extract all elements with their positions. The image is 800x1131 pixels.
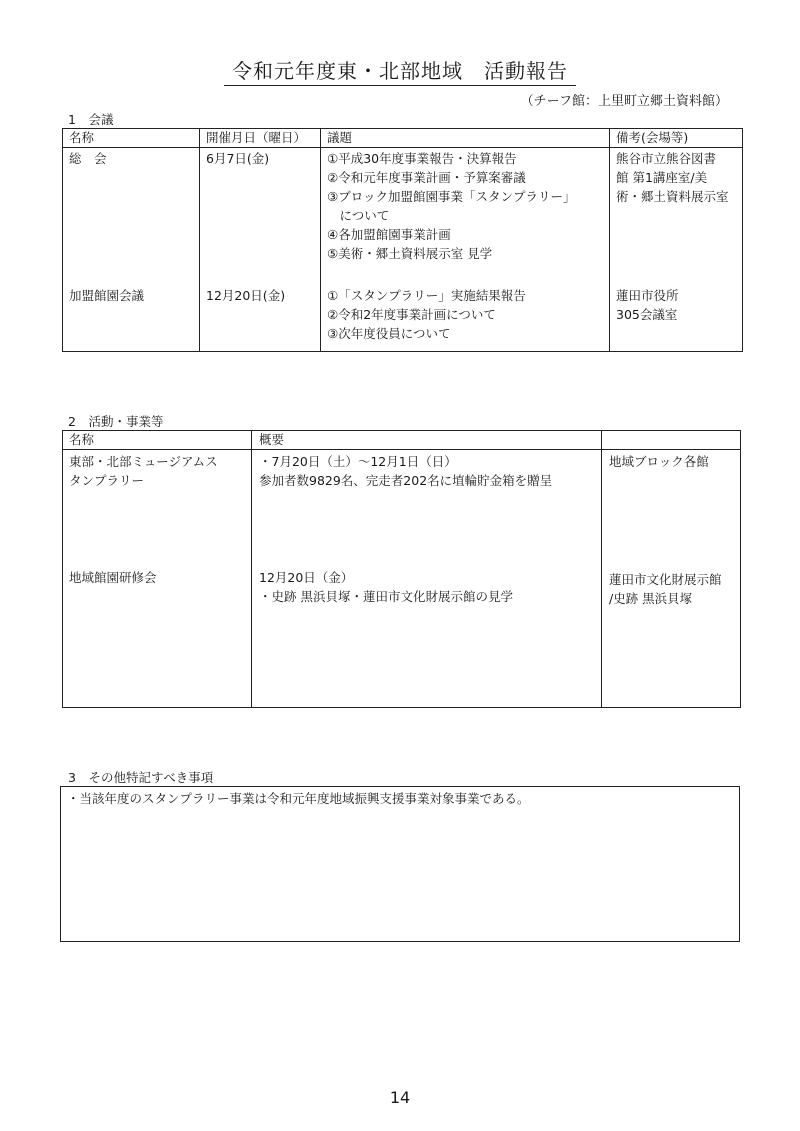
page-title bbox=[0, 55, 800, 84]
meeting-table bbox=[62, 128, 743, 352]
page-number: 14 bbox=[389, 1088, 411, 1107]
meeting-remarks: 305会議室 bbox=[616, 307, 678, 322]
activity-name: 東部・北部ミュージアムス bbox=[69, 454, 218, 469]
section3-heading: 3 その他特記すべき事項 bbox=[68, 770, 214, 785]
notes-text: ・当該年度のスタンプラリー事業は令和元年度地域振興支援事業対象事業である。 bbox=[67, 791, 530, 806]
agenda-item: ③次年度役員について bbox=[327, 326, 451, 341]
meeting-remarks: 館 第1講座室/美 bbox=[616, 170, 708, 185]
agenda-item: ④各加盟館園事業計画 bbox=[327, 227, 451, 242]
col-header-summary: 概要 bbox=[259, 432, 285, 447]
meeting-table-col-divider bbox=[320, 129, 321, 351]
notes-box bbox=[60, 786, 740, 942]
meeting-name: 総 会 bbox=[69, 151, 107, 166]
activity-table-header-divider bbox=[63, 449, 740, 450]
col-header-date: 開催月日（曜日） bbox=[206, 130, 307, 145]
meeting-table-col-divider bbox=[609, 129, 610, 351]
activity-table-col-divider bbox=[601, 431, 602, 707]
activity-summary: 参加者数9829名、完走者202名に埴輪貯金箱を贈呈 bbox=[259, 473, 553, 488]
page-title-text: 令和元年度東・北部地域 活動報告 bbox=[224, 59, 576, 86]
meeting-remarks: 術・郷土資料展示室 bbox=[616, 189, 729, 204]
col-header-agenda: 議題 bbox=[327, 130, 353, 145]
section2-heading: 2 活動・事業等 bbox=[68, 414, 164, 429]
activity-remarks: /史跡 黒浜貝塚 bbox=[609, 591, 693, 606]
col-header-name: 名称 bbox=[69, 130, 95, 145]
agenda-item: ②令和元年度事業計画・予算案審議 bbox=[327, 170, 526, 185]
activity-remarks: 蓮田市文化財展示館 bbox=[609, 572, 722, 587]
page-subtitle: （チーフ館：上里町立郷土資料館） bbox=[520, 94, 728, 109]
activity-summary: ・7月20日（土）～12月1日（日） bbox=[259, 454, 457, 469]
agenda-item: ③ブロック加盟館園事業「スタンプラリー」 bbox=[327, 189, 576, 204]
col-header-remarks: 備考(会場等) bbox=[616, 130, 689, 145]
activity-remarks: 地域ブロック各館 bbox=[609, 454, 709, 469]
meeting-table-col-divider bbox=[199, 129, 200, 351]
agenda-item: について bbox=[327, 208, 390, 223]
section1-heading: 1 会議 bbox=[68, 112, 114, 127]
meeting-date: 12月20日(金) bbox=[206, 288, 286, 303]
activity-table-col-divider bbox=[251, 431, 252, 707]
activity-name: タンプラリー bbox=[69, 473, 145, 488]
meeting-name: 加盟館園会議 bbox=[69, 288, 145, 303]
meeting-remarks: 蓮田市役所 bbox=[616, 288, 679, 303]
col-header-name: 名称 bbox=[69, 432, 95, 447]
activity-name: 地域館園研修会 bbox=[69, 570, 157, 585]
activity-summary: 12月20日（金） bbox=[259, 570, 354, 585]
meeting-date: 6月7日(金) bbox=[206, 151, 270, 166]
agenda-item: ⑤美術・郷土資料展示室 見学 bbox=[327, 246, 493, 261]
agenda-item: ①「スタンプラリー」実施結果報告 bbox=[327, 288, 526, 303]
activity-summary: ・史跡 黒浜貝塚・蓮田市文化財展示館の見学 bbox=[259, 589, 513, 604]
agenda-item: ②令和2年度事業計画について bbox=[327, 307, 496, 322]
agenda-item: ①平成30年度事業報告・決算報告 bbox=[327, 151, 517, 166]
activity-table bbox=[62, 430, 741, 708]
meeting-remarks: 熊谷市立熊谷図書 bbox=[616, 151, 717, 166]
